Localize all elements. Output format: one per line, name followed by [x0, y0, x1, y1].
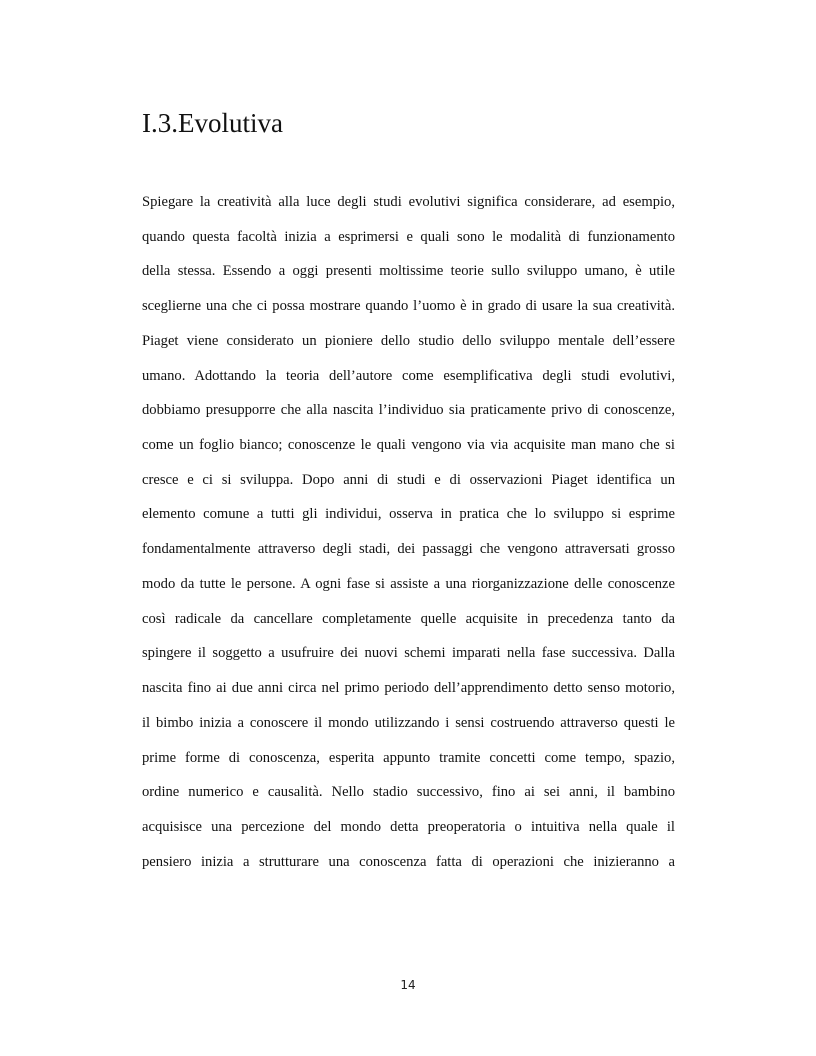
paragraph-line: ordine numerico e causalità. Nello stadio successivo, fino ai sei anni, il bambino: [142, 784, 675, 801]
paragraph-line: acquisisce una percezione del mondo detta preoperatoria o intuitiva nella quale il: [142, 818, 675, 835]
paragraph-line: elemento comune a tutti gli individui, osserva in pratica che lo sviluppo si esprime: [142, 506, 675, 523]
paragraph-line: umano. Adottando la teoria dell’autore come esemplificativa degli studi evolutivi,: [142, 367, 675, 384]
paragraph-line: cresce e ci si sviluppa. Dopo anni di studi e di osservazioni Piaget identifica un: [142, 471, 675, 488]
paragraph-line: della stessa. Essendo a oggi presenti moltissime teorie sullo sviluppo umano, è utile: [142, 263, 675, 280]
page-number: 14: [400, 978, 416, 992]
paragraph-line: nascita fino ai due anni circa nel primo periodo dell’apprendimento detto senso motorio,: [142, 680, 675, 697]
body-paragraph: [142, 192, 675, 886]
paragraph-line: così radicale da cancellare completamente quelle acquisite in precedenza tanto da: [142, 610, 675, 627]
paragraph-line: spingere il soggetto a usufruire dei nuovi schemi imparati nella fase successiva. Dalla: [142, 645, 675, 662]
paragraph-line: quando questa facoltà inizia a esprimersi e quali sono le modalità di funzionamento: [142, 228, 675, 245]
paragraph-line: come un foglio bianco; conoscenze le quali vengono via via acquisite man mano che si: [142, 437, 675, 454]
paragraph-line: dobbiamo presupporre che alla nascita l’individuo sia praticamente privo di conoscenze,: [142, 402, 675, 419]
paragraph-line: fondamentalmente attraverso degli stadi, dei passaggi che vengono attraversati grosso: [142, 541, 675, 558]
paragraph-line: prime forme di conoscenza, esperita appunto tramite concetti come tempo, spazio,: [142, 749, 675, 766]
paragraph-line: pensiero inizia a strutturare una conoscenza fatta di operazioni che inizieranno a: [142, 853, 675, 870]
paragraph-line: il bimbo inizia a conoscere il mondo utilizzando i sensi costruendo attraverso questi le: [142, 714, 675, 731]
paragraph-line: sceglierne una che ci possa mostrare quando l’uomo è in grado di usare la sua creatività.: [142, 298, 675, 315]
paragraph-line: modo da tutte le persone. A ogni fase si assiste a una riorganizzazione delle conoscenze: [142, 575, 675, 592]
paragraph-line: Piaget viene considerato un pioniere dello studio dello sviluppo mentale dell’essere: [142, 332, 675, 349]
paragraph-line: Spiegare la creatività alla luce degli studi evolutivi significa considerare, ad esempio,: [142, 194, 675, 210]
section-heading: I.3.Evolutiva: [142, 108, 283, 138]
